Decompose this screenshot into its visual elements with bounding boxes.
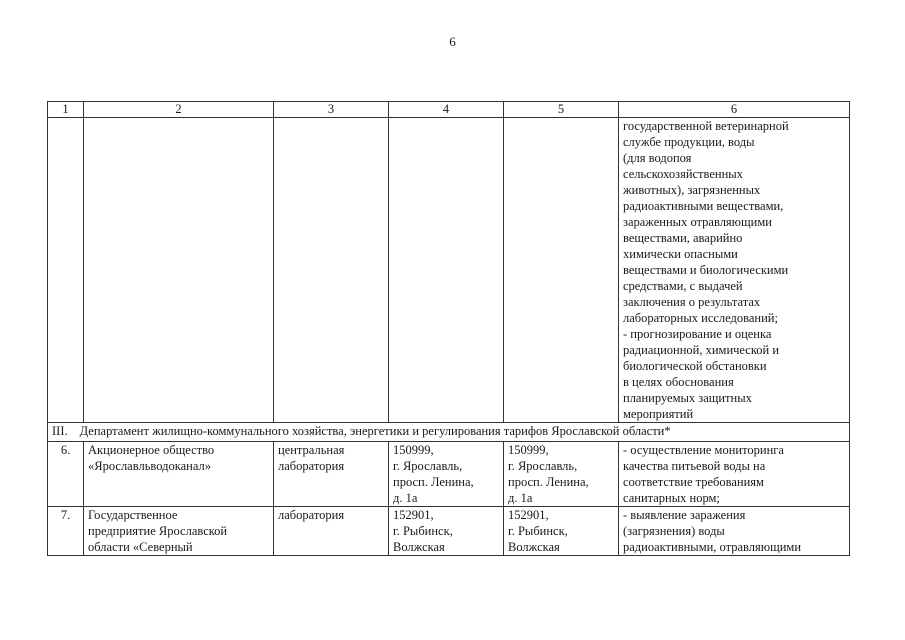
continuation-line: лабораторных исследований; <box>623 311 778 325</box>
continuation-line: биологической обстановки <box>623 359 767 373</box>
page-number: 6 <box>449 34 456 49</box>
address-line: 150999, <box>393 443 434 457</box>
organization-line: предприятие Ярославской <box>88 524 228 538</box>
column-number: 4 <box>389 102 504 118</box>
table-row <box>48 442 850 507</box>
functions-cell <box>619 507 850 556</box>
address-line: 150999, <box>508 443 549 457</box>
section-row <box>48 423 850 442</box>
continuation-line: радиационной, химической и <box>623 343 780 357</box>
continuation-line: сельскохозяйственных <box>623 167 743 181</box>
laboratory-line: лаборатория <box>278 508 345 522</box>
laboratories-table <box>47 101 850 556</box>
continuation-line: зараженных отравляющими <box>623 215 772 229</box>
address-line: 152901, <box>393 508 434 522</box>
address-line: д. 1а <box>393 491 418 505</box>
column-number: 2 <box>84 102 274 118</box>
section-title: Департамент жилищно-коммунального хозяйства, энергетики и регулирования тарифов Ярославской области* <box>79 424 671 438</box>
continuation-line: государственной ветеринарной <box>623 119 789 133</box>
continuation-line: в целях обоснования <box>623 375 734 389</box>
table-row <box>48 507 850 556</box>
address-line: г. Рыбинск, <box>508 524 568 538</box>
continuation-line: заключения о результатах <box>623 295 761 309</box>
column-number-row <box>48 102 850 118</box>
address-line: просп. Ленина, <box>393 475 474 489</box>
column-number: 6 <box>619 102 850 118</box>
address-line: г. Ярославль, <box>393 459 463 473</box>
laboratory-cell <box>274 507 389 556</box>
continuation-functions <box>619 118 850 423</box>
continuation-line: животных), загрязненных <box>623 183 761 197</box>
organization-line: Государственное <box>88 508 178 522</box>
address-line: 152901, <box>508 508 549 522</box>
organization-line: «Ярославльводоканал» <box>88 459 211 473</box>
organization-cell <box>84 442 274 507</box>
section-number: III. <box>52 424 68 438</box>
function-line: качества питьевой воды на <box>623 459 766 473</box>
continuation-line: химически опасными <box>623 247 738 261</box>
continuation-line: (для водопоя <box>623 151 692 165</box>
continuation-line: - прогнозирование и оценка <box>623 327 772 341</box>
address-line: Волжская <box>508 540 560 554</box>
address-line: Волжская <box>393 540 445 554</box>
row-number: 7. <box>48 507 84 556</box>
laboratory-cell <box>274 442 389 507</box>
organization-line: области «Северный <box>88 540 193 554</box>
function-line: радиоактивными, отравляющими <box>623 540 802 554</box>
continuation-line: веществами, аварийно <box>623 231 743 245</box>
continuation-line: службе продукции, воды <box>623 135 755 149</box>
function-line: - осуществление мониторинга <box>623 443 784 457</box>
functions-cell <box>619 442 850 507</box>
continuation-row <box>48 118 850 423</box>
section-heading <box>48 423 850 442</box>
organization-line: Акционерное общество <box>88 443 215 457</box>
address-line: г. Ярославль, <box>508 459 578 473</box>
function-line: - выявление заражения <box>623 508 746 522</box>
actual-address-cell <box>504 507 619 556</box>
function-line: (загрязнения) воды <box>623 524 725 538</box>
column-number: 1 <box>48 102 84 118</box>
column-number: 3 <box>274 102 389 118</box>
legal-address-cell <box>389 442 504 507</box>
continuation-line: планируемых защитных <box>623 391 752 405</box>
address-line: г. Рыбинск, <box>393 524 453 538</box>
column-number: 5 <box>504 102 619 118</box>
organization-cell <box>84 507 274 556</box>
continuation-line: мероприятий <box>623 407 694 421</box>
function-line: соответствие требованиям <box>623 475 764 489</box>
row-number: 6. <box>48 442 84 507</box>
address-line: д. 1а <box>508 491 533 505</box>
function-line: санитарных норм; <box>623 491 720 505</box>
laboratory-line: лаборатория <box>278 459 345 473</box>
continuation-line: средствами, с выдачей <box>623 279 743 293</box>
continuation-line: радиоактивными веществами, <box>623 199 784 213</box>
address-line: просп. Ленина, <box>508 475 589 489</box>
actual-address-cell <box>504 442 619 507</box>
laboratory-line: центральная <box>278 443 345 457</box>
continuation-line: веществами и биологическими <box>623 263 789 277</box>
legal-address-cell <box>389 507 504 556</box>
